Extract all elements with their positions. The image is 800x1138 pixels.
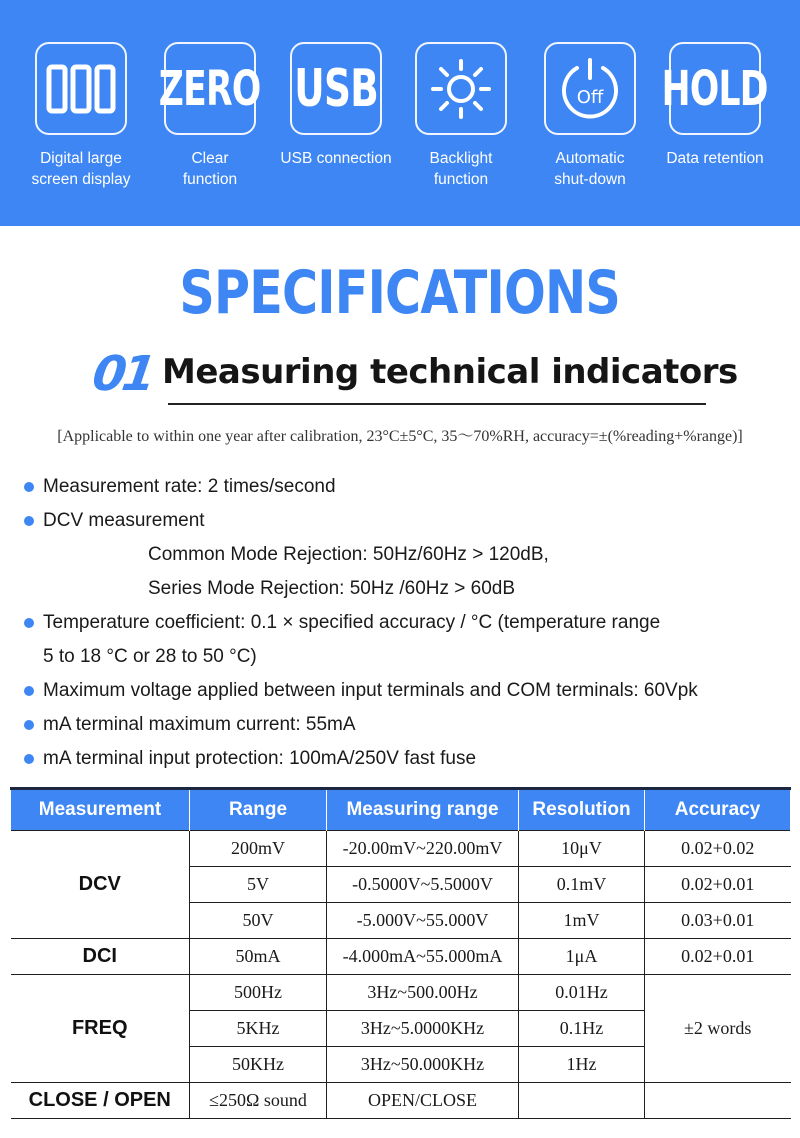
feature-caption-line: USB connection: [280, 150, 392, 167]
section-title: Measuring technical indicators: [162, 352, 738, 392]
list-item: [24, 606, 784, 640]
table-cell: 1μA: [519, 939, 645, 975]
table-cell: [519, 1083, 645, 1119]
table-cell: ±2 words: [645, 975, 791, 1083]
zero-icon: [159, 42, 261, 135]
bullet-icon: [24, 720, 34, 730]
usb-icon-text: USB: [294, 58, 378, 119]
bullet-icon: [24, 754, 34, 764]
table-cell: 50mA: [190, 939, 327, 975]
list-item: [24, 470, 784, 504]
table-cell: 1Hz: [519, 1047, 645, 1083]
feature-digital-display: [21, 42, 141, 190]
table-cell: 500Hz: [190, 975, 327, 1011]
table-cell: ≤250Ω sound: [190, 1083, 327, 1119]
table-row: [11, 975, 791, 1011]
table-cell: [645, 1083, 791, 1119]
bullet-text: Measurement rate: 2 times/second: [43, 476, 336, 497]
table-header-row: [11, 789, 791, 831]
table-cell: 0.02+0.01: [645, 867, 791, 903]
table-row: [11, 939, 791, 975]
table-cell: 0.01Hz: [519, 975, 645, 1011]
table-cell: 200mV: [190, 831, 327, 867]
table-cell: 0.02+0.02: [645, 831, 791, 867]
feature-caption-line: function: [182, 171, 238, 188]
bullet-text: Temperature coefficient: 0.1 × specified accuracy / °C (temperature range: [43, 612, 661, 633]
bullet-subtext: Common Mode Rejection: 50Hz/60Hz > 120dB,: [148, 544, 549, 565]
feature-banner: [0, 0, 800, 226]
measurement-cell: DCI: [11, 939, 190, 975]
usb-icon: [290, 42, 382, 135]
table-cell: -5.000V~55.000V: [327, 903, 519, 939]
table-cell: 5V: [190, 867, 327, 903]
table-cell: 10μV: [519, 831, 645, 867]
hold-icon: [661, 42, 769, 135]
table-cell: 50V: [190, 903, 327, 939]
page-title: [0, 258, 800, 328]
power-off-icon-text: Off: [576, 86, 604, 108]
feature-caption-line: Data retention: [666, 150, 764, 167]
bullet-icon: [24, 618, 34, 628]
hold-icon-text: HOLD: [661, 60, 769, 117]
measurement-cell: CLOSE / OPEN: [11, 1083, 190, 1119]
digital-display-icon: [35, 42, 127, 135]
feature-caption-line: screen display: [31, 171, 131, 188]
feature-caption-line: Clear: [191, 150, 229, 167]
bullet-text: DCV measurement: [43, 510, 205, 531]
column-header: Resolution: [519, 789, 645, 831]
table-cell: OPEN/CLOSE: [327, 1083, 519, 1119]
column-header: Measurement: [11, 789, 190, 831]
table-row: [11, 1083, 791, 1119]
bullet-subtext: Series Mode Rejection: 50Hz /60Hz > 60dB: [148, 578, 516, 599]
table-cell: 1mV: [519, 903, 645, 939]
table-cell: 0.1mV: [519, 867, 645, 903]
page-title-text: SPECIFICATIONS: [179, 258, 621, 328]
bullet-icon: [24, 686, 34, 696]
spec-bullet-list: [24, 470, 784, 776]
zero-icon-text: ZERO: [159, 60, 261, 117]
bullet-text: mA terminal maximum current: 55mA: [43, 714, 356, 735]
table-cell: 5KHz: [190, 1011, 327, 1047]
measurement-cell: DCV: [11, 831, 190, 939]
feature-caption-line: Digital large: [40, 150, 122, 167]
feature-backlight: [401, 42, 521, 190]
feature-caption-line: Backlight: [429, 150, 493, 167]
table-cell: 0.1Hz: [519, 1011, 645, 1047]
feature-usb: [276, 42, 396, 169]
table-cell: 3Hz~5.0000KHz: [327, 1011, 519, 1047]
bullet-text: mA terminal input protection: 100mA/250V fast fuse: [43, 748, 477, 769]
list-item: [24, 504, 784, 538]
section-number: 01: [89, 346, 156, 402]
feature-caption-line: shut-down: [554, 171, 626, 188]
feature-zero: [150, 42, 270, 190]
calibration-note: [Applicable to within one year after calibration, 23°C±5°C, 35～70%RH, accuracy=±(%reading+%range)]: [57, 428, 743, 445]
feature-caption-line: function: [433, 171, 489, 188]
feature-auto-shutdown: [530, 42, 650, 190]
bullet-text: Maximum voltage applied between input terminals and COM terminals: 60Vpk: [43, 680, 698, 701]
table-cell: 0.03+0.01: [645, 903, 791, 939]
sun-icon: [415, 42, 507, 135]
feature-caption-line: Automatic: [555, 150, 625, 167]
list-item: [24, 708, 784, 742]
power-off-icon: [544, 42, 636, 135]
table-cell: 0.02+0.01: [645, 939, 791, 975]
table-cell: -4.000mA~55.000mA: [327, 939, 519, 975]
table-row: [11, 831, 791, 867]
bullet-icon: [24, 516, 34, 526]
table-cell: 3Hz~50.000KHz: [327, 1047, 519, 1083]
feature-hold: [655, 42, 775, 169]
table-cell: 50KHz: [190, 1047, 327, 1083]
column-header: Range: [190, 789, 327, 831]
column-header: Measuring range: [327, 789, 519, 831]
table-cell: -20.00mV~220.00mV: [327, 831, 519, 867]
list-item: [24, 742, 784, 776]
bullet-continuation: 5 to 18 °C or 28 to 50 °C): [43, 646, 257, 667]
measurement-cell: FREQ: [11, 975, 190, 1083]
column-header: Accuracy: [645, 789, 791, 831]
section-divider: [168, 403, 706, 405]
table-cell: -0.5000V~5.5000V: [327, 867, 519, 903]
spec-table: [10, 787, 791, 1119]
table-cell: 3Hz~500.00Hz: [327, 975, 519, 1011]
list-item: [24, 674, 784, 708]
bullet-icon: [24, 482, 34, 492]
